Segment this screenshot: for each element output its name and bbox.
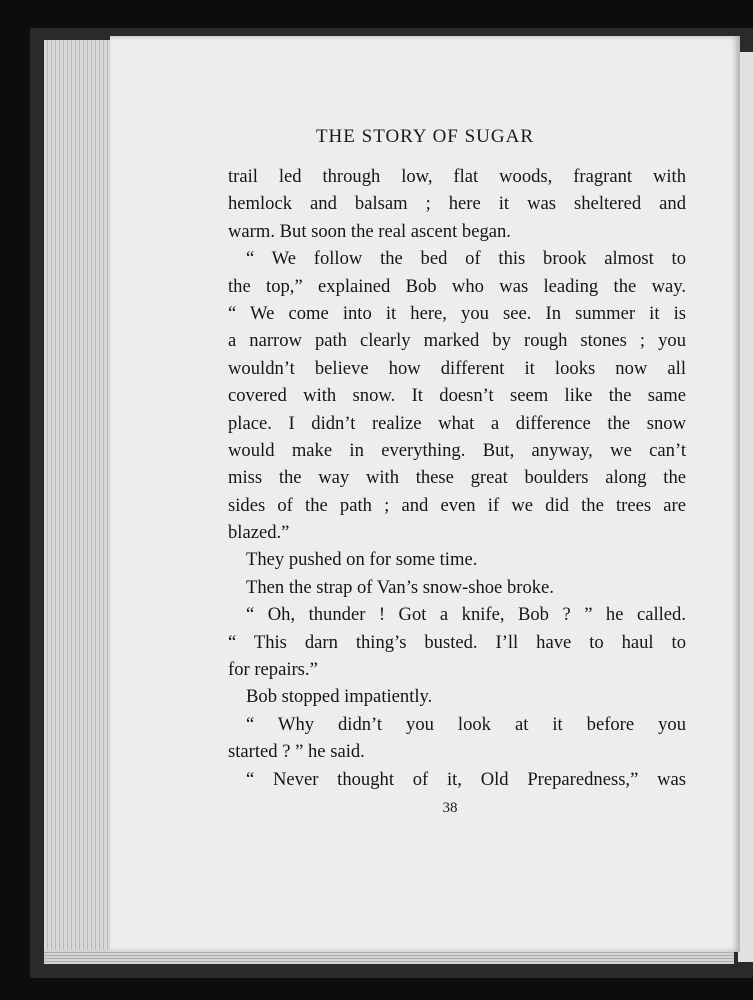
text-line: hemlock and balsam ; here it was sheltered and: [228, 193, 686, 215]
text-line: blazed.”: [228, 522, 290, 544]
text-line: “ Oh, thunder ! Got a knife, Bob ? ” he called.: [246, 604, 686, 626]
text-line: miss the way with these great boulders along the: [228, 467, 686, 489]
text-line: “ Never thought of it, Old Preparedness,” was: [246, 768, 686, 790]
text-line: the top,” explained Bob who was leading the way.: [228, 275, 686, 297]
next-page-edge: [738, 52, 753, 962]
text-line: for repairs.”: [228, 659, 318, 681]
text-line: a narrow path clearly marked by rough stones ; you: [228, 330, 686, 352]
text-line: They pushed on for some time.: [246, 549, 478, 571]
text-line: “ We come into it here, you see. In summer it is: [228, 302, 686, 324]
text-line: Then the strap of Van’s snow-shoe broke.: [246, 576, 554, 598]
text-line: place. I didn’t realize what a difference the snow: [228, 412, 686, 434]
book-page: [110, 36, 740, 952]
text-line: covered with snow. It doesn’t seem like the same: [228, 385, 686, 407]
text-line: sides of the path ; and even if we did the trees are: [228, 494, 686, 516]
text-line: wouldn’t believe how different it looks now all: [228, 357, 686, 379]
text-line: “ Why didn’t you look at it before you: [246, 713, 686, 735]
page-number: 38: [442, 800, 458, 816]
text-line: Bob stopped impatiently.: [246, 686, 433, 708]
body-text: [228, 163, 686, 793]
running-head: THE STORY OF SUGAR: [315, 126, 535, 147]
page-edges-bottom: [44, 950, 734, 964]
text-line: “ This darn thing’s busted. I’ll have to haul to: [228, 631, 686, 653]
text-line: warm. But soon the real ascent began.: [228, 220, 511, 242]
text-line: “ We follow the bed of this brook almost to: [246, 248, 686, 270]
text-line: trail led through low, flat woods, fragrant with: [228, 166, 686, 187]
text-line: would make in everything. But, anyway, we can’t: [228, 439, 686, 461]
text-line: started ? ” he said.: [228, 741, 365, 763]
